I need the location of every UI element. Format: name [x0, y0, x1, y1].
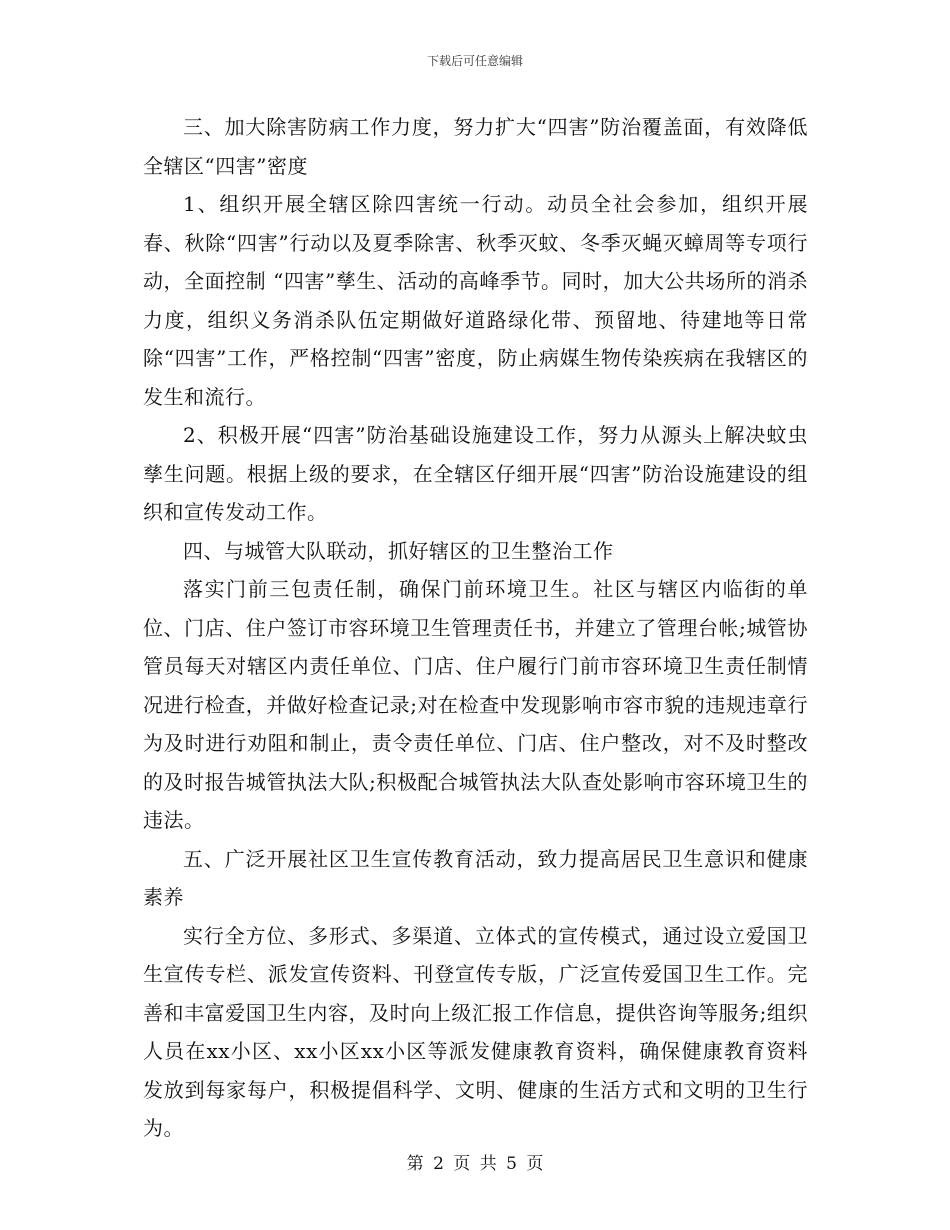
body-paragraph: 1、组织开展全辖区除四害统一行动。动员全社会参加，组织开展春、秋除“四害”行动以及夏季除害、秋季灭蚊、冬季灭蝇灭蟑周等专项行动，全面控制 “四害”孳生、活动的高峰季节。同时，加大公共场所的消杀力度，组织义务消杀队伍定期做好道路绿化带、预留地、待建地等日常除“四害”工作，严格控制“四害”密度，防止病媒生物传染疾病在我辖区的发生和流行。 [143, 192, 808, 409]
section-heading-3: 三、加大除害防病工作力度，努力扩大“四害”防治覆盖面，有效降低全辖区“四害”密度 [143, 115, 808, 178]
body-paragraph: 落实门前三包责任制，确保门前环境卫生。社区与辖区内临街的单位、门店、住户签订市容环境卫生管理责任书，并建立了管理台帐;城管协管员每天对辖区内责任单位、门店、住户履行门前市容环境卫生责任制情况进行检查，并做好检查记录;对在检查中发现影响市容市貌的违规违章行为及时进行劝阻和制止，责令责任单位、门店、住户整改，对不及时整改的及时报告城管执法大队;积极配合城管执法大队查处影响市容环境卫生的违法。 [143, 577, 808, 832]
page-header-note: 下载后可任意编辑 [426, 54, 523, 68]
body-paragraph: 2、积极开展“四害”防治基础设施建设工作，努力从源头上解决蚊虫孳生问题。根据上级的要求，在全辖区仔细开展“四害”防治设施建设的组织和宣传发动工作。 [143, 423, 808, 524]
page-number: 第 2 页 共 5 页 [406, 1154, 544, 1174]
section-heading-4: 四、与城管大队联动，抓好辖区的卫生整治工作 [183, 538, 614, 563]
document-body [143, 108, 808, 1148]
body-paragraph: 实行全方位、多形式、多渠道、立体式的宣传模式，通过设立爱国卫生宣传专栏、派发宣传资料、刊登宣传专版，广泛宣传爱国卫生工作。完善和丰富爱国卫生内容，及时向上级汇报工作信息，提供咨询等服务;组织人员在xx小区、xx小区xx小区等派发健康教育资料，确保健康教育资料发放到每家每户，积极提倡科学、文明、健康的生活方式和文明的卫生行为。 [143, 923, 808, 1140]
section-heading-5: 五、广泛开展社区卫生宣传教育活动，致力提高居民卫生意识和健康素养 [143, 846, 808, 909]
